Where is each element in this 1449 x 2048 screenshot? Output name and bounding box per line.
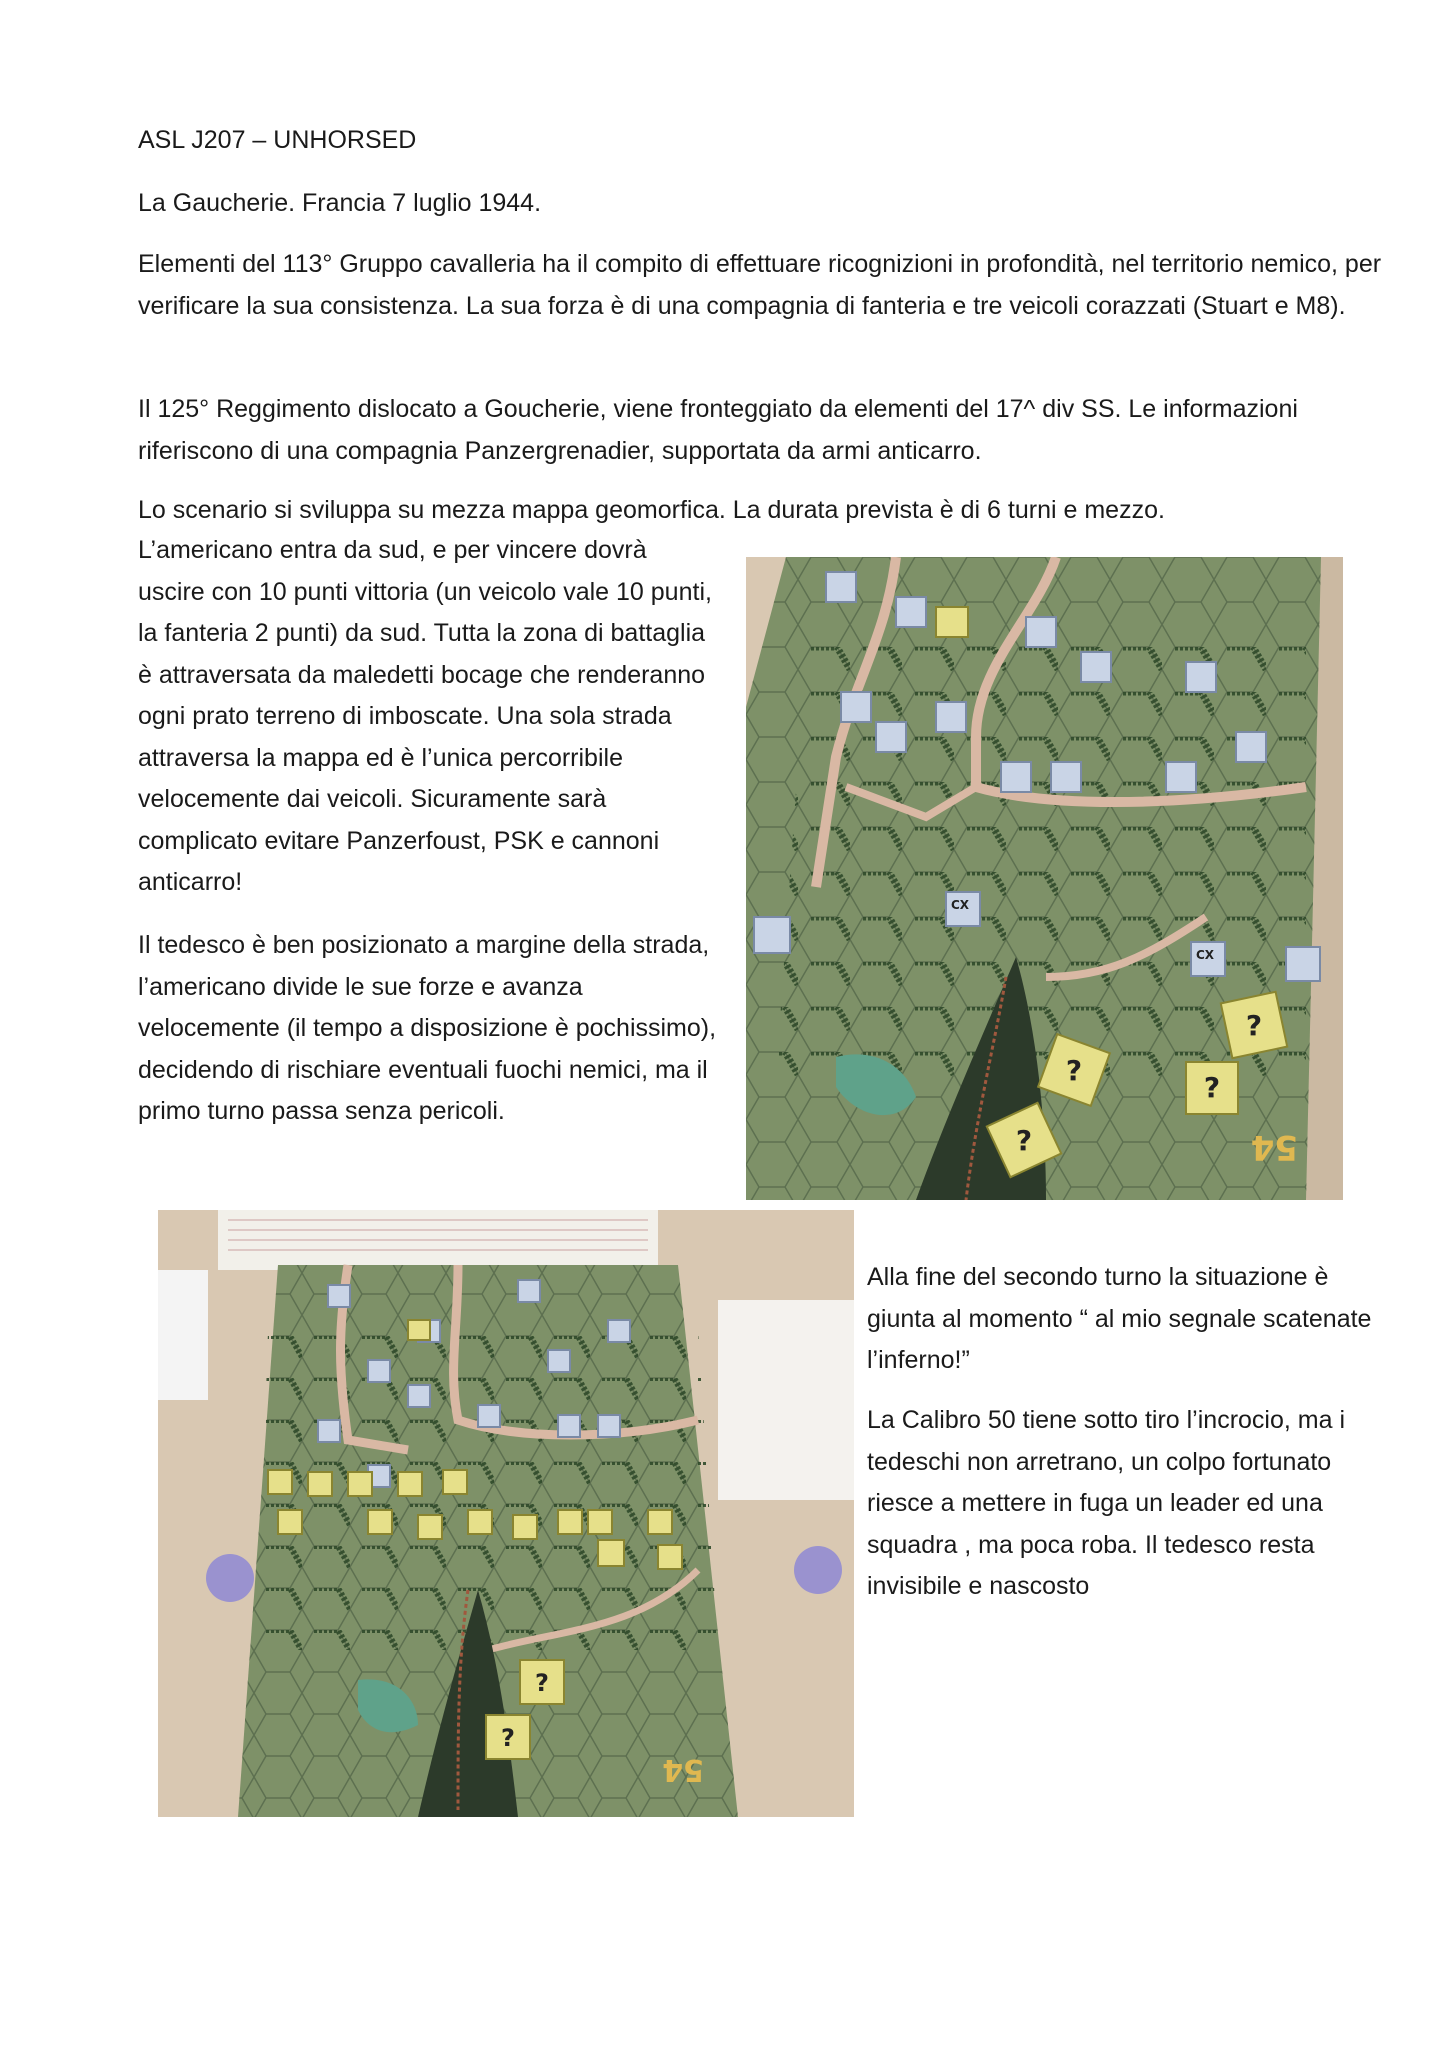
paragraph-turn-two: Alla fine del secondo turno la situazione è giunta al momento “ al mio segnale scatenate l’inferno!” — [867, 1263, 1372, 1374]
concealment-counter-6: ? — [501, 1724, 515, 1752]
concealment-counter-3: ? — [1015, 1124, 1033, 1157]
paragraph-us-forces: Elementi del 113° Gruppo cavalleria ha il compito di effettuare ricognizioni in profondità, nel territorio nemico, per verificare la sua consistenza. La sua forza è di una compagnia di fanteria e tre veicoli corazzati (Stuart e M8). — [138, 250, 1382, 320]
paragraph-map: Lo scenario si sviluppa su mezza mappa geomorfica. La durata prevista è di 6 turni e mezzo. — [138, 496, 1165, 524]
game-board-photo-turn-2 — [158, 1210, 854, 1817]
place-date: La Gaucherie. Francia 7 luglio 1944. — [138, 189, 542, 217]
paragraph-victory: L’americano entra da sud, e per vincere dovrà uscire con 10 punti vittoria (un veicolo vale 10 punti, la fanteria 2 punti) da sud. Tutta la zona di battaglia è attraversata da maledetti bocage che renderanno ogni prato terreno di imboscate. Una sola strada attraversa la mappa ed è l’unica percorribile velocemente dai veicoli. Sicuramente sarà complicato evitare Panzerfoust, PSK e cannoni anticarro! — [138, 536, 712, 896]
cx-marker-2: CX — [1196, 948, 1215, 962]
board-photo-1-svg — [746, 557, 1343, 1200]
cx-marker-1: CX — [951, 898, 970, 912]
concealment-counter-5: ? — [535, 1669, 549, 1697]
concealment-counter-2: ? — [1065, 1054, 1083, 1087]
board-number-1: 54 — [1250, 1127, 1298, 1167]
board-photo-2-svg — [158, 1210, 854, 1817]
paragraph-german-forces: Il 125° Reggimento dislocato a Goucherie, viene fronteggiato da elementi del 17^ div SS. Le informazioni riferiscono di una compagnia Panzergrenadier, supportata da armi anticarro. — [138, 395, 1298, 465]
paragraph-calibro-50: La Calibro 50 tiene sotto tiro l’incrocio, ma i tedeschi non arretrano, un colpo fortunato riesce a mettere in fuga un leader ed una squadra , ma poca roba. Il tedesco resta invisibile e nascosto — [867, 1406, 1346, 1600]
concealment-counter-1: ? — [1245, 1009, 1263, 1042]
game-board-photo-turn-1 — [746, 557, 1343, 1200]
paragraph-turn-one: Il tedesco è ben posizionato a margine della strada, l’americano divide le sue forze e avanza velocemente (il tempo a disposizione è pochissimo), decidendo di rischiare eventuali fuochi nemici, ma il primo turno passa senza pericoli. — [138, 931, 717, 1125]
concealment-counter-4: ? — [1203, 1071, 1221, 1104]
board-number-2: 54 — [662, 1752, 704, 1787]
document-title: ASL J207 – UNHORSED — [138, 126, 417, 154]
